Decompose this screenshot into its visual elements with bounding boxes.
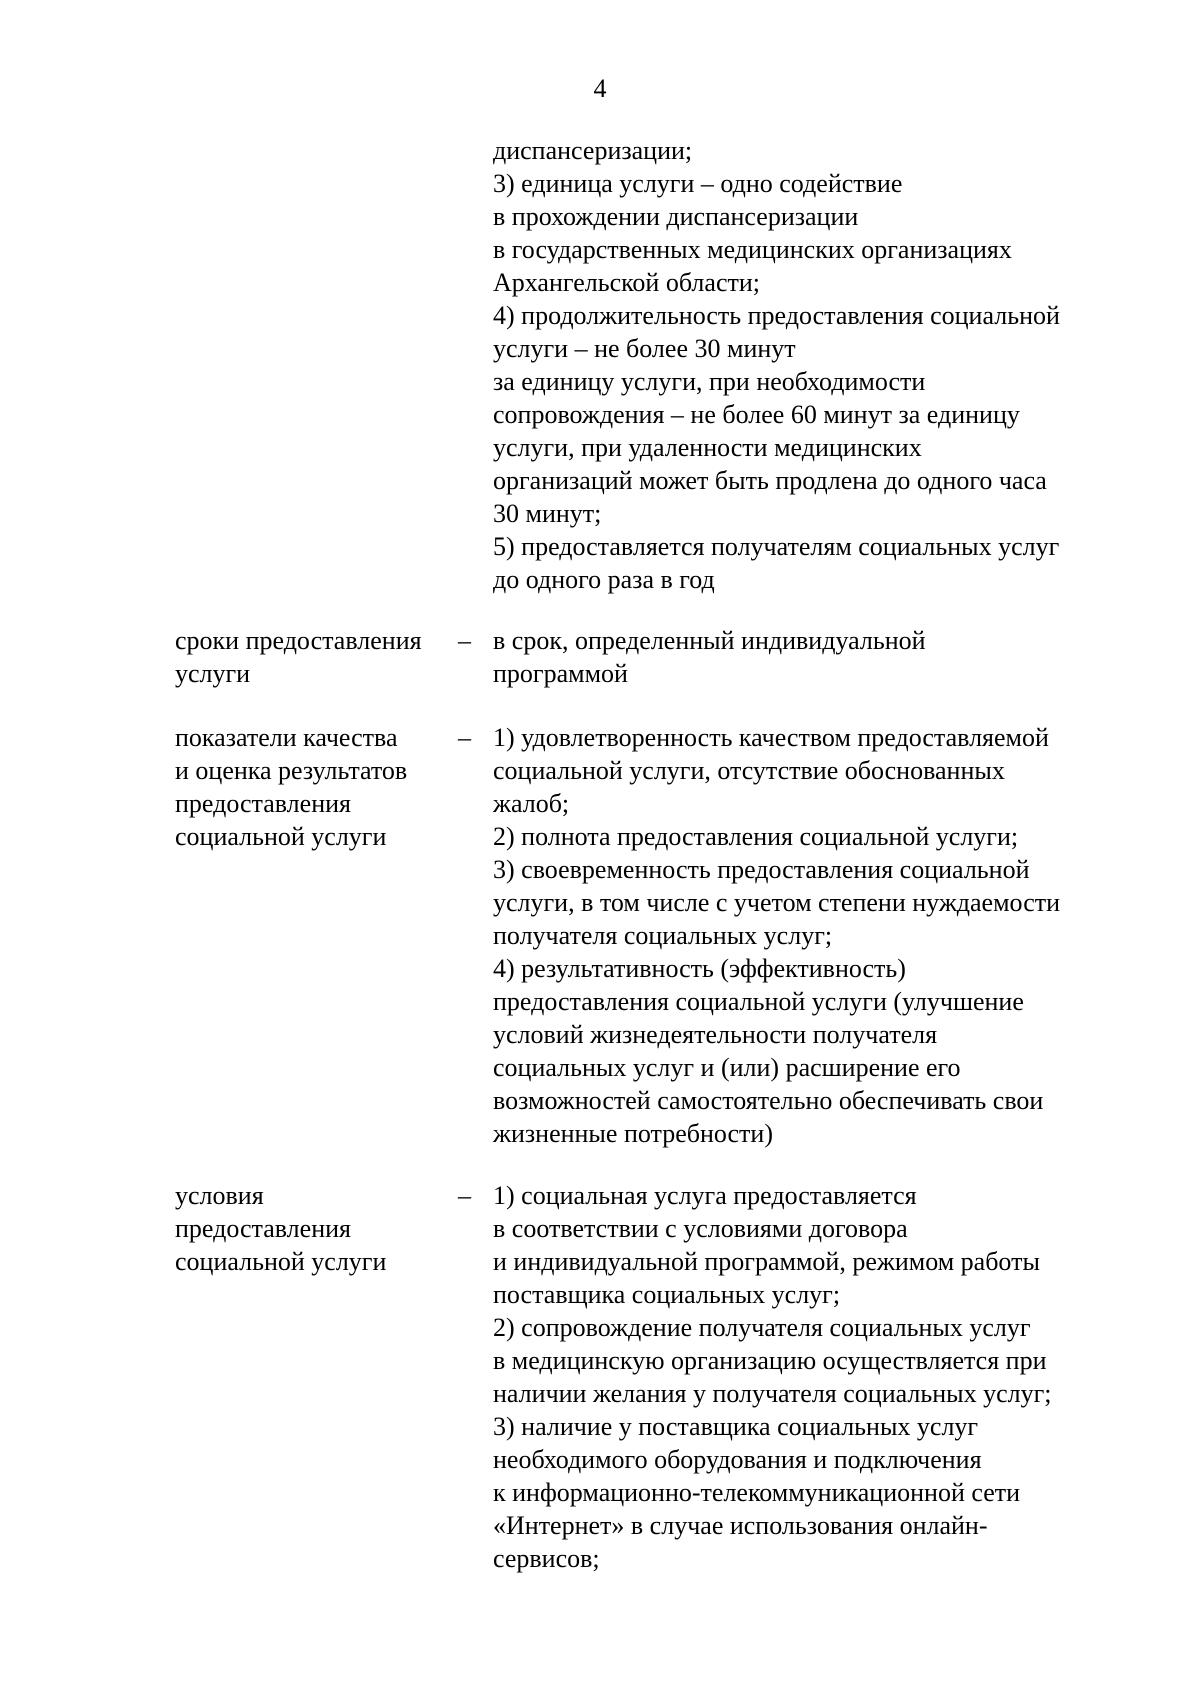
label-line: и оценка результатов [175, 756, 408, 785]
value-line: 1) удовлетворенность качеством предоставляемой [493, 723, 1049, 752]
label-line: социальной услуги [175, 1247, 387, 1276]
text-line: 3) единица услуги – одно содействие [493, 169, 903, 198]
value-line: возможностей самостоятельно обеспечивать свои [493, 1086, 1044, 1115]
row-label [175, 721, 465, 853]
row-dash: – [458, 626, 471, 655]
text-line: диспансеризации; [493, 136, 693, 165]
value-line: наличии желания у получателя социальных услуг; [493, 1379, 1052, 1408]
value-line: 4) результативность (эффективность) [493, 954, 906, 983]
value-line: условий жизнедеятельности получателя [493, 1020, 938, 1049]
text-line: за единицу услуги, при необходимости [493, 367, 926, 396]
row-value [493, 624, 1133, 690]
row-value [493, 721, 1133, 1150]
text-line: сопровождения – не более 60 минут за единицу [493, 400, 1020, 429]
label-line: предоставления [175, 1214, 351, 1243]
value-line: предоставления социальной услуги (улучшение [493, 987, 1024, 1016]
value-line: в соответствии с условиями договора [493, 1214, 908, 1243]
label-line: предоставления [175, 789, 351, 818]
text-line: 4) продолжительность предоставления социальной [493, 301, 1060, 330]
value-line: 1) социальная услуга предоставляется [493, 1181, 917, 1210]
row-value [493, 1179, 1133, 1575]
row-dash: – [458, 1181, 471, 1210]
row-label [175, 624, 465, 690]
label-line: показатели качества [175, 723, 398, 752]
value-line: 3) своевременность предоставления социальной [493, 855, 1030, 884]
value-line: услуги, в том числе с учетом степени нуждаемости [493, 888, 1061, 917]
label-line: условия [175, 1181, 264, 1210]
value-line: жизненные потребности) [493, 1119, 773, 1148]
value-line: социальной услуги, отсутствие обоснованных [493, 756, 1005, 785]
text-line: услуги, при удаленности медицинских [493, 433, 922, 462]
value-line: в срок, определенный индивидуальной [493, 626, 926, 655]
label-line: услуги [175, 659, 251, 688]
value-line: жалоб; [493, 789, 570, 818]
row-label [175, 1179, 465, 1278]
value-line: 2) полнота предоставления социальной услуги; [493, 822, 1019, 851]
value-line: «Интернет» в случае использования онлайн- [493, 1511, 988, 1540]
text-line: услуги – не более 30 минут [493, 334, 796, 363]
value-line: и индивидуальной программой, режимом работы [493, 1247, 1040, 1276]
value-line: необходимого оборудования и подключения [493, 1445, 982, 1474]
text-line: в государственных медицинских организациях [493, 235, 1012, 264]
value-line: получателя социальных услуг; [493, 921, 833, 950]
value-line: в медицинскую организацию осуществляется при [493, 1346, 1047, 1375]
value-line: 2) сопровождение получателя социальных услуг [493, 1313, 1031, 1342]
label-line: сроки предоставления [175, 626, 422, 655]
text-line: в прохождении диспансеризации [493, 202, 859, 231]
label-line: социальной услуги [175, 822, 387, 851]
value-line: социальных услуг и (или) расширение его [493, 1053, 961, 1082]
value-line: сервисов; [493, 1544, 600, 1573]
text-line: 30 минут; [493, 499, 602, 528]
text-line: до одного раза в год [493, 565, 715, 594]
value-line: программой [493, 659, 628, 688]
value-line: 3) наличие у поставщика социальных услуг [493, 1412, 979, 1441]
value-line: поставщика социальных услуг; [493, 1280, 841, 1309]
text-line: организаций может быть продлена до одного часа [493, 466, 1047, 495]
row-dash: – [458, 723, 471, 752]
page-number: 4 [593, 74, 607, 103]
continuation-block [493, 134, 1133, 596]
text-line: Архангельской области; [493, 268, 760, 297]
value-line: к информационно-телекоммуникационной сети [493, 1478, 1021, 1507]
text-line: 5) предоставляется получателям социальных услуг [493, 532, 1060, 561]
